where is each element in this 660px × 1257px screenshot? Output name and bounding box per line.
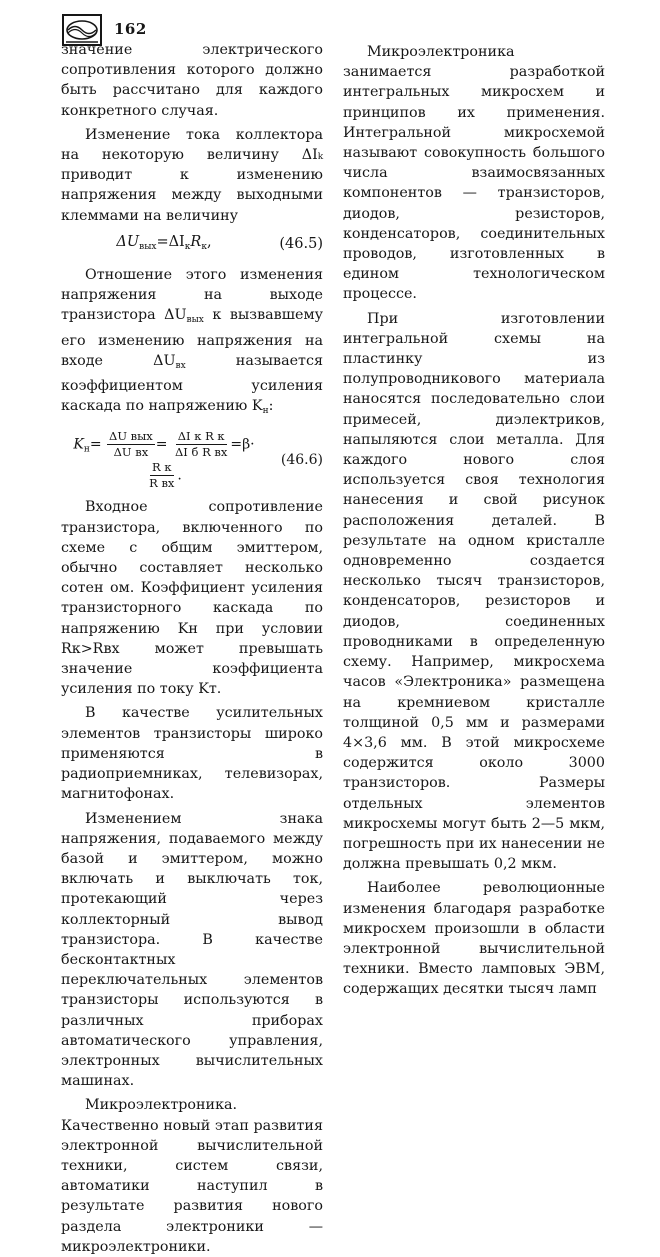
paragraph-microelectronics-definition: Микроэлектроника занимается разработкой интегральных микросхем и принципов их применения. Интегральной микросхемой называют совокупность большого числа взаимосвязанных компонентов — транзисторов, диодов, резисторов, конденсаторов, соединительных проводов, изготовленных в едином технологическом процессе. xyxy=(343,44,605,303)
paragraph-switching: Изменением знака напряжения, подаваемого между базой и эмиттером, можно включать и выключать ток, протекающий через коллекторный вывод транзистора. В качестве бесконтактных переключательных элементов транзисторы используются в различных приборах автоматического управления, электронных вычислительных машинах. xyxy=(61,810,323,1090)
right-column xyxy=(343,42,605,1000)
formula-46-5-expression: $\Delta U_{вых}=\Delta I_кR_к$, xyxy=(116,233,212,252)
formula-46-6-expression: $K_н=$ $\frac{\text{ΔU вых}}{\text{ΔU вх}}$ = $\frac{\text{ΔI к R к}}{\text{ΔI б R вх}}$ =β· $\frac{\text{R к}}{\text{R вх}}$ . xyxy=(73,429,255,491)
formula-46-6-number: (46.6) xyxy=(280,452,323,469)
formula-46-6 xyxy=(61,429,323,491)
formula-46-5-number: (46.5) xyxy=(279,236,323,253)
paragraph-collector-current: Изменение тока коллектора на некоторую величину ΔIₖ приводит к изменению напряжения между выходными клеммами на величину xyxy=(61,126,323,224)
paragraph-gain-definition: Отношение этого изменения напряжения на выходе транзистора $\Delta U_{вых}$ к вызвавшему его изменению напряжения на входе $\Delta U_{вх}$ называется коэффициентом усиления каскада по напряжению $K_н$: xyxy=(61,267,323,417)
paragraph-ic-manufacturing: При изготовлении интегральной схемы на пластинку из полупроводникового материала наносятся последовательно слои примесей, диэлектриков, напыляются слои металла. Для каждого нового слоя используется своя технология нанесения и свой рисунок расположения деталей. В результате на одном кристалле одновременно создается несколько тысяч транзисторов, конденсаторов, резисторов и диодов, соединенных проводниками в определенную схему. Например, микросхема часов «Электроника» размещена на кремниевом кристалле толщиной 0,5 мм и размерами 4×3,6 мм. В этой микросхеме содержится около 3000 транзисторов. Размеры отдельных элементов микросхемы могут быть 2—5 мкм, погрешность при их нанесении не должна превышать 0,2 мкм. xyxy=(343,310,605,873)
page-number: 162 xyxy=(114,20,147,38)
paragraph-microelectronics-intro: Микроэлектроника. Качественно новый этап развития электронной вычислительной техники, систем связи, автоматики наступил в результате развития нового раздела электроники — микроэлектроники. xyxy=(61,1097,323,1255)
paragraph-computing-revolution: Наиболее революционные изменения благодаря разработке микросхем произошли в области электронной вычислительной техники. Вместо ламповых ЭВМ, содержащих десятки тысяч ламп xyxy=(343,880,605,998)
paragraph-amplifier-use: В качестве усилительных элементов транзисторы широко применяются в радиоприемниках, телевизорах, магнитофонах. xyxy=(61,705,323,803)
paragraph-continuation: значение электрического сопротивления которого должно быть рассчитано для каждого конкретного случая. xyxy=(61,42,323,119)
left-column xyxy=(61,40,323,1257)
paragraph-input-resistance: Входное сопротивление транзистора, включенного по схеме с общим эмиттером, обычно составляет несколько сотен ом. Коэффициент усиления транзисторного каскада по напряжению Kн при условии Rк>Rвх может превышать значение коэффициента усиления по току Kт. xyxy=(61,499,323,698)
formula-46-5 xyxy=(61,232,323,257)
